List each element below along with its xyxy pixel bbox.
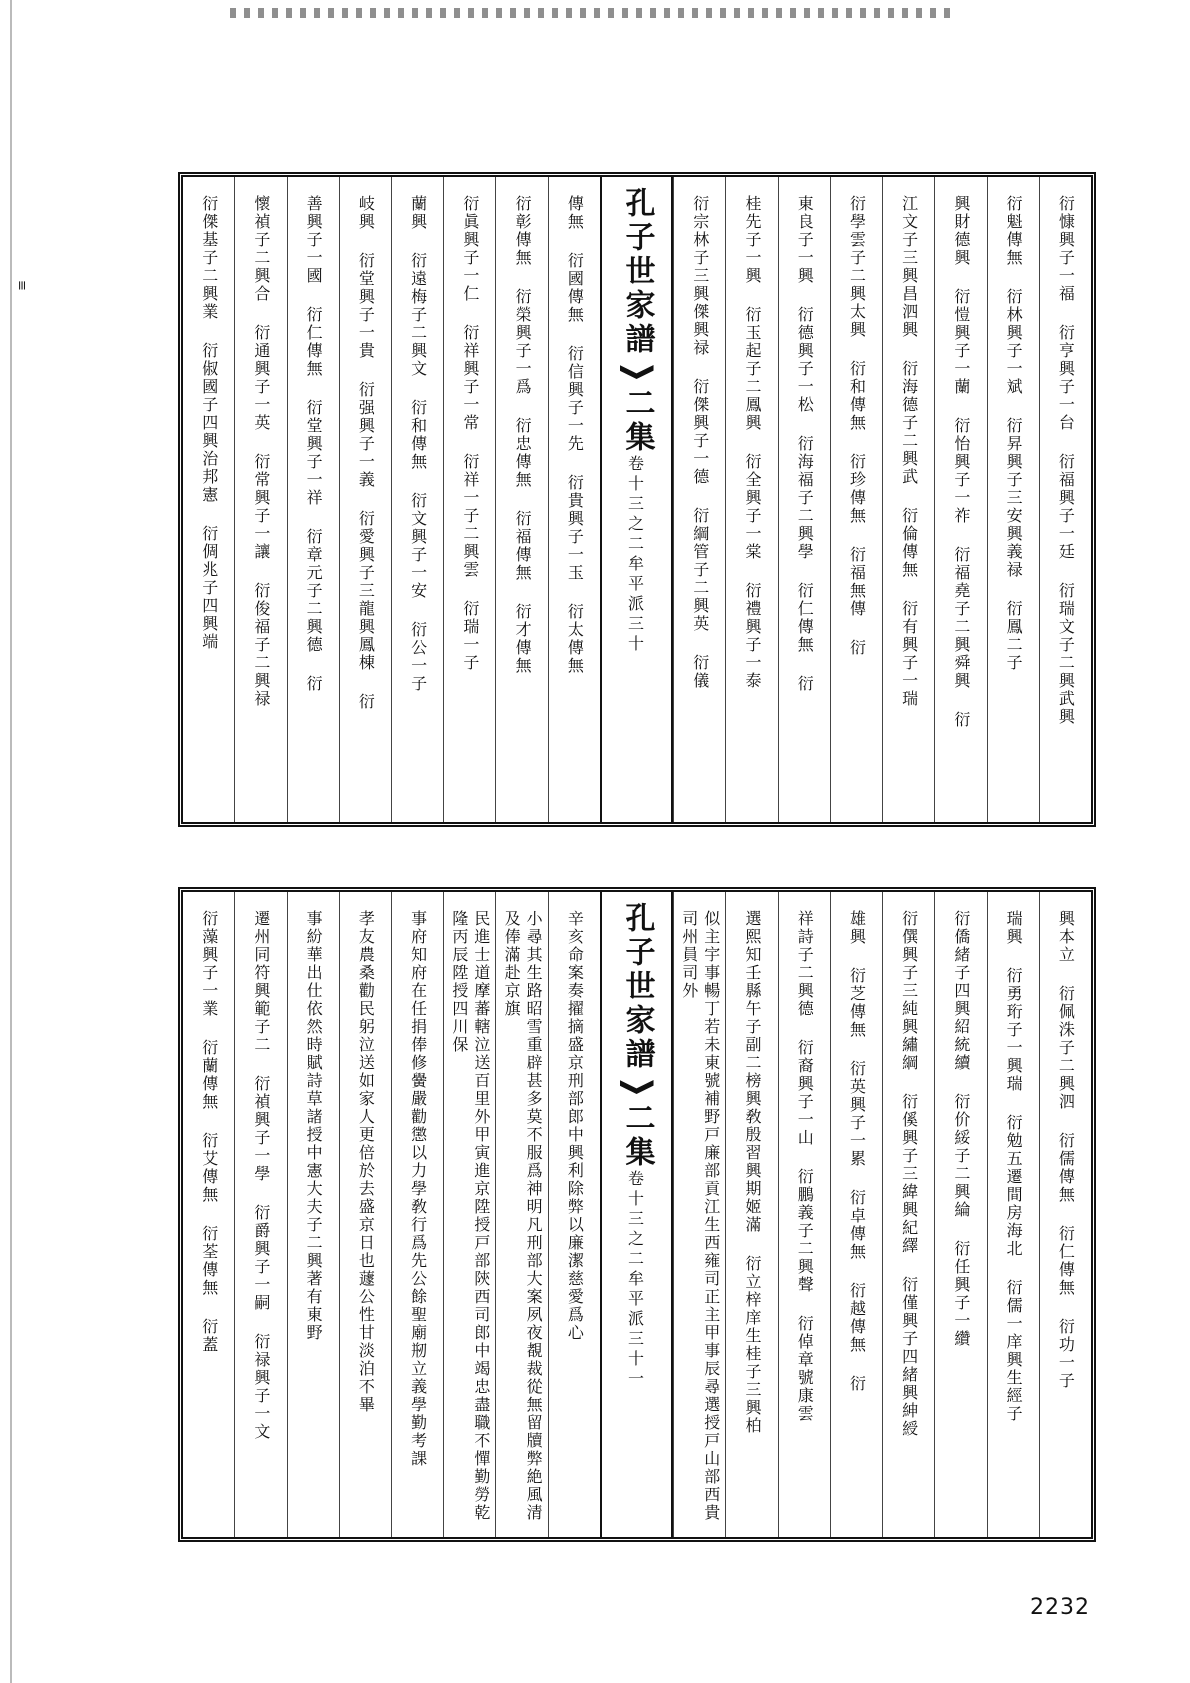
column-text: 瑞興 衍勇珩子一興瑞 衍勉五遷間房海北 衍儒一庠興生經子 xyxy=(1004,910,1024,1423)
column-text: 事紛華出仕依然時賦詩草諸授中憲大夫子二興著有東野 xyxy=(304,910,324,1342)
column-text: 小尋其生路昭雪重辟甚多莫不服爲神明凡刑部大案夙夜覩裁從無留牘弊絶風清及俸滿赴京旗 xyxy=(502,910,544,1522)
column-text: 似主宇事暢丁若未東號補野戸廉部貢江生西雍司正主甲事辰尋選授戸山部西貴司州員司外 xyxy=(679,910,721,1522)
genealogy-column xyxy=(443,892,495,1537)
genealogy-column xyxy=(778,892,830,1537)
branch-label: 牟平派 xyxy=(625,555,645,615)
genealogy-panel-bottom xyxy=(178,887,1096,1542)
scan-artifact xyxy=(230,8,950,18)
genealogy-column xyxy=(495,892,547,1537)
page-edge-rule xyxy=(10,0,12,1683)
column-text: 祥詩子二興德 衍裔興子一山 衍鵬義子二興聲 衍倬章號康雲 xyxy=(795,910,815,1423)
genealogy-column xyxy=(987,177,1039,822)
collection-label: 二集 xyxy=(619,387,655,455)
leaf-number: 三十 xyxy=(625,615,645,655)
genealogy-column xyxy=(882,177,934,822)
column-text: 懷禎子二興合 衍通興子一英 衍常興子一讓 衍俊福子二興禄 xyxy=(251,195,271,708)
genealogy-column xyxy=(778,177,830,822)
genealogy-column xyxy=(1039,177,1091,822)
genealogy-column xyxy=(443,177,495,822)
branch-label: 牟平派 xyxy=(625,1270,645,1330)
column-text: 興財德興 衍愷興子一蘭 衍怡興子一祚 衍福堯子二興舜興 衍 xyxy=(951,195,971,729)
column-text: 衍宗林子三興傑興禄 衍傑興子一德 衍綱管子二興英 衍儀 xyxy=(690,195,710,690)
column-text: 興本立 衍佩洙子二興泗 衍儒傳無 衍仁傳無 衍功一子 xyxy=(1056,910,1076,1390)
column-text: 傳無 衍國傳無 衍信興子一先 衍貴興子一玉 衍太傳無 xyxy=(565,195,585,675)
column-text: 衍慷興子一福 衍亨興子一台 衍福興子一廷 衍瑞文子二興武興 xyxy=(1056,195,1076,726)
column-text: 江文子三興昌泗興 衍海德子二興武 衍倫傳無 衍有興子一瑞 xyxy=(899,195,919,708)
genealogy-column xyxy=(234,892,286,1537)
genealogy-column xyxy=(391,892,443,1537)
page-number: 2232 xyxy=(1030,1595,1090,1620)
genealogy-column xyxy=(987,892,1039,1537)
genealogy-column xyxy=(183,892,234,1537)
volume-label: 卷十三之二 xyxy=(625,1170,645,1270)
genealogy-column xyxy=(548,892,600,1537)
column-text: 事府知府在任捐俸修黌嚴勸懲以力學敎行爲先公餘聖廟剏立義學勤考課 xyxy=(408,910,428,1468)
genealogy-column xyxy=(339,177,391,822)
genealogy-panel-top xyxy=(178,172,1096,827)
genealogy-column xyxy=(830,892,882,1537)
genealogy-column xyxy=(673,177,725,822)
column-text: 衍藻興子一業 衍蘭傳無 衍艾傳無 衍荃傳無 衍蓋 xyxy=(199,910,219,1354)
side-margin-mark: ≡ xyxy=(14,280,29,291)
title-column xyxy=(600,892,673,1537)
volume-label: 卷十三之二 xyxy=(625,455,645,555)
title-column xyxy=(600,177,673,822)
genealogy-column xyxy=(234,177,286,822)
column-text: 孝友農桑勸民躬泣送如家人更倍於去盛京日也蘧公性甘淡泊不畢 xyxy=(356,910,376,1414)
book-title: 孔子世家譜 xyxy=(619,187,655,357)
column-text: 衍眞興子一仁 衍祥興子一常 衍祥一子二興雲 衍瑞一子 xyxy=(460,195,480,672)
genealogy-column xyxy=(548,177,600,822)
genealogy-column xyxy=(934,892,986,1537)
fishtail-ornament xyxy=(620,1080,654,1094)
column-text: 衍僎興子三純興繡綱 衍傒興子三緯興紀繹 衍僅興子四緒興紳綬 xyxy=(899,910,919,1438)
column-text: 衍彰傳無 衍榮興子一爲 衍忠傳無 衍福傳無 衍才傳無 xyxy=(513,195,533,675)
column-text: 雄興 衍芝傳無 衍英興子一累 衍卓傳無 衍越傳無 衍 xyxy=(847,910,867,1393)
column-text: 衍傑基子二興業 衍俶國子四興治邦憲 衍倜兆子四興端 xyxy=(199,195,219,651)
column-text: 蘭興 衍遠梅子二興文 衍和傳無 衍文興子一安 衍公一子 xyxy=(408,195,428,693)
genealogy-column xyxy=(287,177,339,822)
genealogy-column xyxy=(183,177,234,822)
genealogy-column xyxy=(495,177,547,822)
column-text: 衍學雲子二興太興 衍和傳無 衍珍傳無 衍福無傳 衍 xyxy=(847,195,867,657)
leaf-number: 三十一 xyxy=(625,1330,645,1390)
fishtail-ornament xyxy=(620,365,654,379)
genealogy-column xyxy=(830,177,882,822)
genealogy-column xyxy=(673,892,725,1537)
column-text: 善興子一國 衍仁傳無 衍堂興子一祥 衍章元子二興德 衍 xyxy=(304,195,324,693)
column-text: 岐興 衍堂興子一貴 衍强興子一義 衍愛興子三龍興鳳棟 衍 xyxy=(356,195,376,711)
genealogy-column xyxy=(391,177,443,822)
column-text: 衍僑緒子四興紹統續 衍价綏子二興綸 衍任興子一纘 xyxy=(951,910,971,1348)
genealogy-column xyxy=(725,892,777,1537)
column-text: 桂先子一興 衍玉起子二鳳興 衍全興子一棠 衍禮興子一泰 xyxy=(742,195,762,690)
genealogy-column xyxy=(882,892,934,1537)
column-group xyxy=(183,177,1091,822)
column-text: 遷州同符興範子二 衍禎興子一學 衍爵興子一嗣 衍禄興子一文 xyxy=(251,910,271,1441)
column-text: 東良子一興 衍德興子一松 衍海福子二興學 衍仁傳無 衍 xyxy=(795,195,815,693)
collection-label: 二集 xyxy=(619,1102,655,1170)
column-text: 民進士道摩蕃轄泣送百里外甲寅進京陞授戸部陝西司郎中竭忠盡職不憚勤勞乾隆丙辰陞授四川保 xyxy=(449,910,491,1522)
column-text: 衍魁傳無 衍林興子一斌 衍昇興子三安興義禄 衍鳳二子 xyxy=(1004,195,1024,672)
book-title: 孔子世家譜 xyxy=(619,902,655,1072)
genealogy-column xyxy=(1039,892,1091,1537)
genealogy-column xyxy=(339,892,391,1537)
column-text: 辛亥命案奏擢摘盛京刑部郎中興利除弊以廉潔慈愛爲心 xyxy=(565,910,585,1342)
genealogy-column xyxy=(287,892,339,1537)
genealogy-column xyxy=(725,177,777,822)
column-group xyxy=(183,892,1091,1537)
column-text: 選熙知壬縣午子副二榜興敎殷習興期姬滿 衍立梓庠生桂子三興柏 xyxy=(742,910,762,1435)
genealogy-column xyxy=(934,177,986,822)
